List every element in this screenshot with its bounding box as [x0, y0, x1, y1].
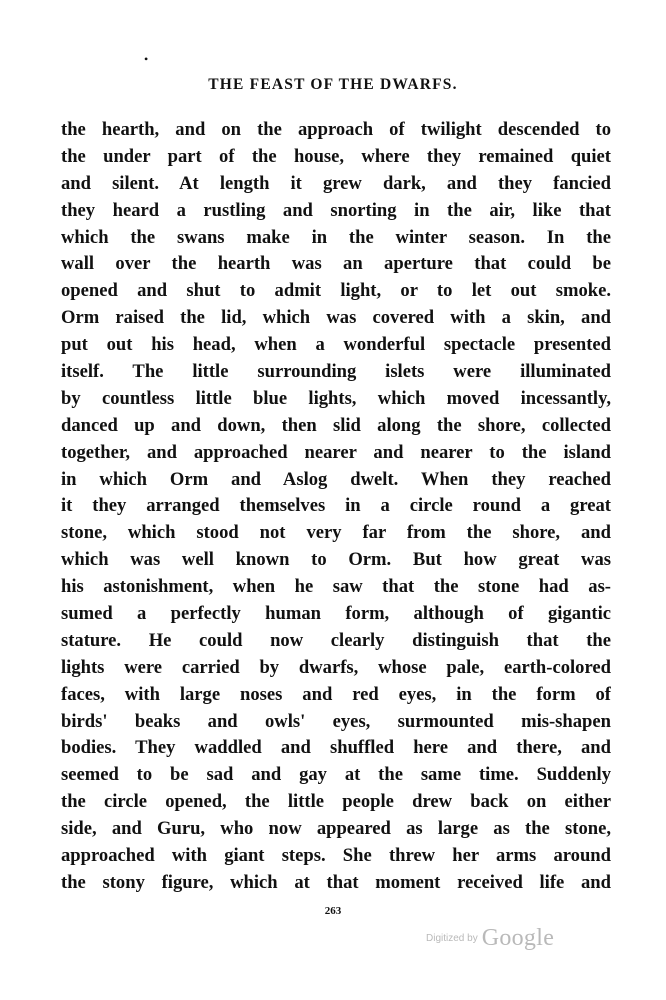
- text-line-content: put out his head, when a wonderful spectacle presented: [61, 334, 611, 356]
- text-line-content: stone, which stood not very far from the shore, and: [61, 522, 611, 544]
- text-line: [61, 735, 611, 762]
- text-line-content: sumed a perfectly human form, although of gigantic: [61, 603, 611, 625]
- text-line: [61, 789, 611, 816]
- body-text: [61, 117, 611, 897]
- text-line: [61, 493, 611, 520]
- text-line: [61, 574, 611, 601]
- text-line: [61, 682, 611, 709]
- text-line-content: itself. The little surrounding islets were illuminated: [61, 361, 611, 383]
- page-number: 263: [324, 905, 342, 917]
- text-line: [61, 870, 611, 897]
- text-line-content: approached with giant steps. She threw her arms around: [61, 845, 611, 867]
- text-line: [61, 628, 611, 655]
- text-line: [61, 144, 611, 171]
- digitized-watermark: [426, 925, 554, 952]
- text-line-content: opened and shut to admit light, or to let out smoke.: [61, 280, 611, 302]
- text-line-content: faces, with large noses and red eyes, in the form of: [61, 683, 611, 705]
- text-line: [61, 467, 611, 494]
- text-line-content: lights were carried by dwarfs, whose pale, earth-colored: [61, 656, 611, 678]
- text-line: [61, 709, 611, 736]
- text-line: [61, 655, 611, 682]
- text-line: [61, 413, 611, 440]
- text-line: [61, 816, 611, 843]
- text-line: [61, 251, 611, 278]
- text-line-content: together, and approached nearer and nearer to the island: [61, 441, 611, 463]
- text-line-content: by countless little blue lights, which moved incessantly,: [61, 387, 611, 409]
- text-line: [61, 762, 611, 789]
- text-line: [61, 225, 611, 252]
- text-line-content: Orm raised the lid, which was covered with a skin, and: [61, 307, 611, 329]
- text-line: [61, 198, 611, 225]
- text-line: [61, 601, 611, 628]
- text-line: [61, 547, 611, 574]
- text-line: [61, 843, 611, 870]
- text-line-content: bodies. They waddled and shuffled here and there, and: [61, 737, 611, 759]
- text-line-content: which was well known to Orm. But how great was: [61, 549, 611, 571]
- text-line-content: the hearth, and on the approach of twilight descended to: [61, 119, 611, 140]
- text-line: [61, 117, 611, 144]
- text-line-content: side, and Guru, who now appeared as large as the stone,: [61, 818, 611, 840]
- watermark-prefix: Digitized by: [426, 933, 478, 944]
- text-line: [61, 440, 611, 467]
- text-line-content: danced up and down, then slid along the shore, collected: [61, 414, 611, 436]
- text-line-content: the stony figure, which at that moment received life and: [61, 871, 611, 893]
- text-line: [61, 359, 611, 386]
- text-line: [61, 305, 611, 332]
- text-line-content: and silent. At length it grew dark, and they fancied: [61, 172, 611, 194]
- margin-mark: •: [144, 52, 149, 66]
- text-line-content: wall over the hearth was an aperture that could be: [61, 253, 611, 275]
- text-line: [61, 386, 611, 413]
- text-line-content: birds' beaks and owls' eyes, surmounted mis-shapen: [61, 710, 611, 732]
- text-line: [61, 520, 611, 547]
- text-line: [61, 278, 611, 305]
- text-line-content: the under part of the house, where they remained quiet: [61, 145, 611, 167]
- text-line: [61, 332, 611, 359]
- text-line-content: his astonishment, when he saw that the stone had as-: [61, 576, 611, 598]
- text-line-content: it they arranged themselves in a circle round a great: [61, 495, 611, 517]
- text-line-content: they heard a rustling and snorting in the air, like that: [61, 199, 611, 221]
- text-line-content: stature. He could now clearly distinguish that the: [61, 629, 611, 651]
- google-logo: Google: [481, 925, 555, 951]
- running-title: THE FEAST OF THE DWARFS.: [208, 76, 458, 93]
- text-line-content: which the swans make in the winter season. In the: [61, 226, 611, 248]
- text-line-content: in which Orm and Aslog dwelt. When they reached: [61, 468, 611, 490]
- text-line: [61, 171, 611, 198]
- text-line-content: the circle opened, the little people drew back on either: [61, 791, 611, 813]
- text-line-content: seemed to be sad and gay at the same time. Suddenly: [61, 764, 611, 786]
